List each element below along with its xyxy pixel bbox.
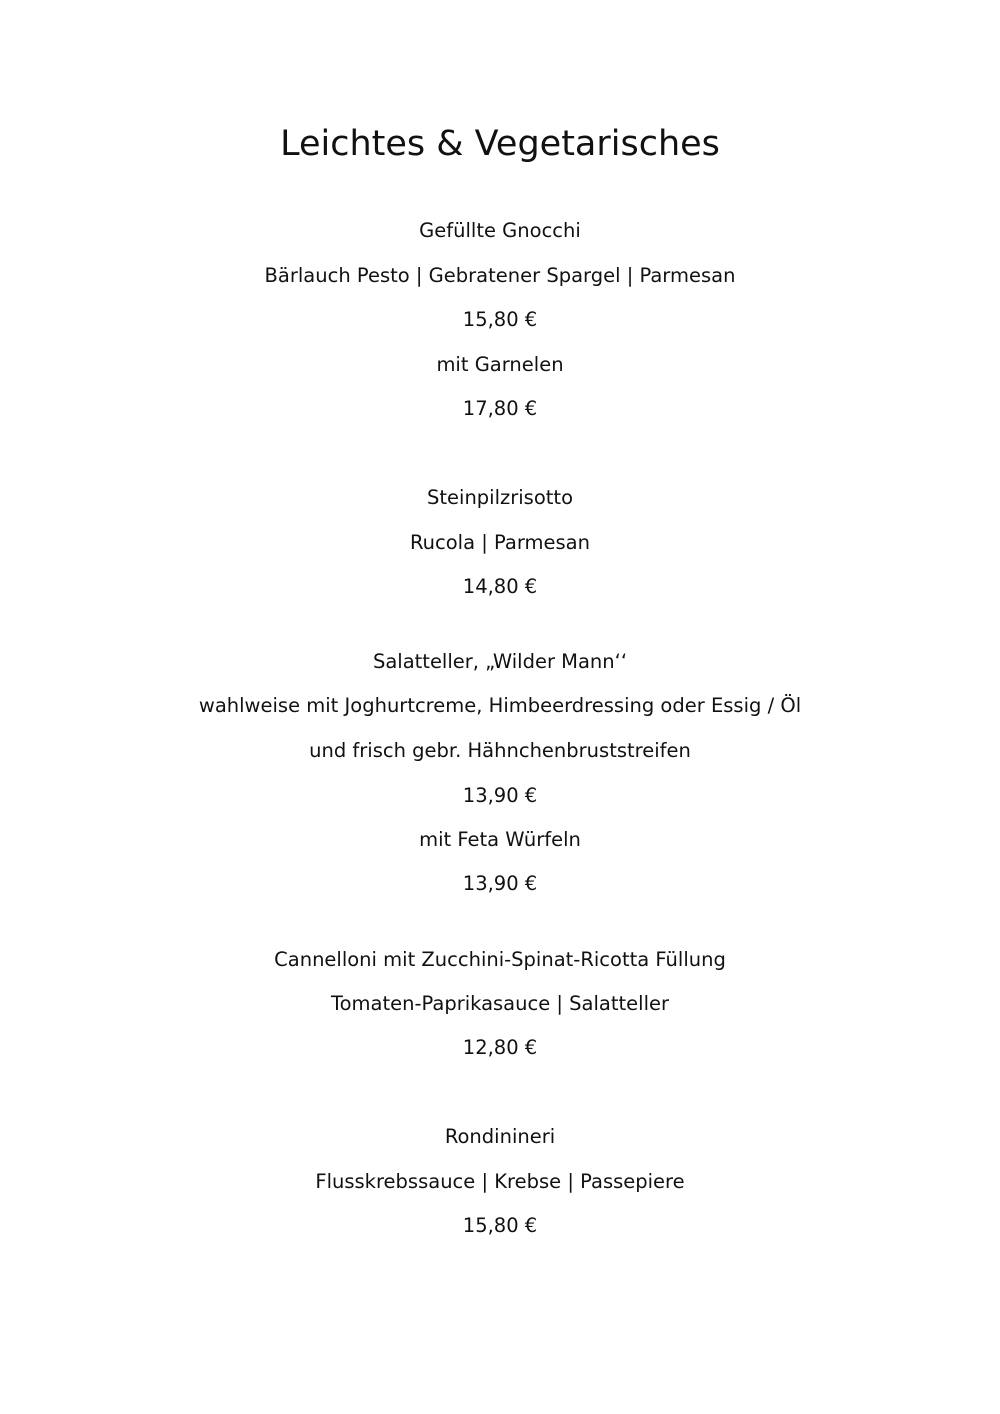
dish-option: mit Feta Würfeln	[419, 828, 581, 851]
dish-name: Salatteller, „Wilder Mann‘‘	[372, 650, 628, 673]
dish-price: 15,80 €	[462, 308, 538, 331]
dish-description: Flusskrebssauce | Krebse | Passepiere	[315, 1170, 685, 1193]
dish-price: 15,80 €	[462, 1214, 538, 1237]
dish-description: Rucola | Parmesan	[410, 531, 590, 554]
dish-option: mit Garnelen	[436, 353, 564, 376]
dish-description-secondary: und frisch gebr. Hähnchenbruststreifen	[309, 739, 691, 762]
dish-option-price: 17,80 €	[462, 397, 538, 420]
dish-description: wahlweise mit Joghurtcreme, Himbeerdressing oder Essig / Öl	[198, 694, 802, 717]
dish-name: Cannelloni mit Zucchini-Spinat-Ricotta Füllung	[274, 948, 726, 971]
dish-option-price: 13,90 €	[462, 872, 538, 895]
dish-description: Tomaten-Paprikasauce | Salatteller	[330, 992, 670, 1015]
dish-price: 14,80 €	[462, 575, 538, 598]
dish-name: Rondinineri	[444, 1125, 556, 1148]
dish-name: Gefüllte Gnocchi	[419, 219, 581, 242]
dish-price: 13,90 €	[462, 784, 538, 807]
dish-description: Bärlauch Pesto | Gebratener Spargel | Parmesan	[264, 264, 736, 287]
dish-price: 12,80 €	[462, 1036, 538, 1059]
menu-title: Leichtes & Vegetarisches	[280, 124, 720, 164]
dish-name: Steinpilzrisotto	[427, 486, 573, 509]
